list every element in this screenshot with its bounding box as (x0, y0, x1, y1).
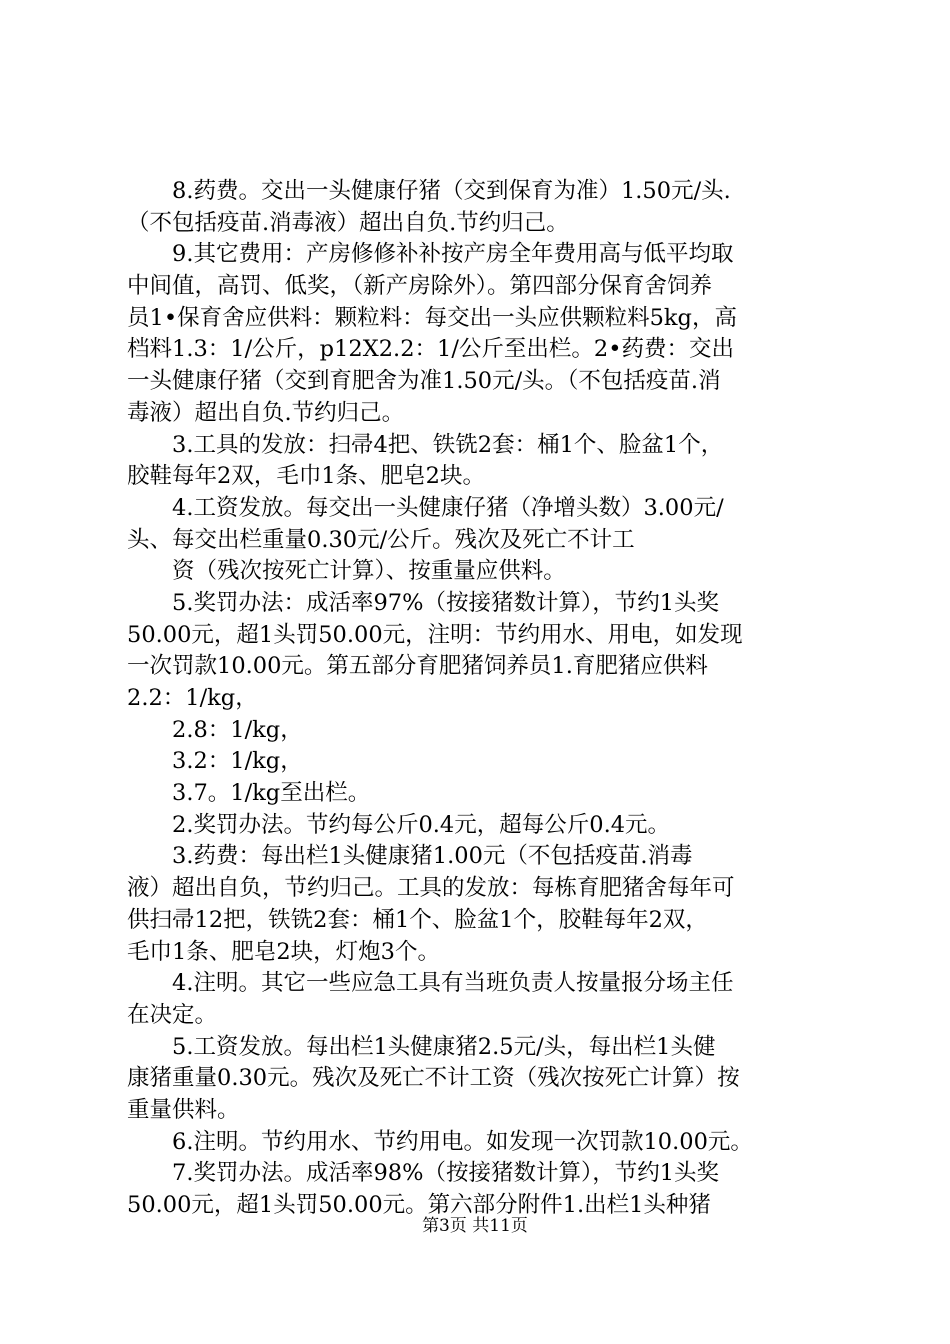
text-line: 员1•保育舍应供料：颗粒料：每交出一头应供颗粒料5kg，高 (127, 304, 737, 331)
text-line: 一次罚款10.00元。第五部分育肥猪饲养员1.育肥猪应供料 (127, 653, 708, 680)
text-line: 毒液）超出自负.节约归己。 (127, 399, 405, 426)
text-line: 50.00元，超1头罚50.00元，注明：节约用水、用电，如发现 (127, 621, 743, 648)
text-line: 3.工具的发放：扫帚4把、铁铣2套：桶1个、脸盆1个， (127, 431, 724, 458)
text-line: 毛巾1条、肥皂2块，灯炮3个。 (127, 938, 440, 965)
text-line: 资（残次按死亡计算）、按重量应供料。 (127, 558, 566, 585)
text-line: 7.奖罚办法。成活率98%（按接猪数计算），节约1头奖 (127, 1160, 720, 1187)
text-line: 2.8：1/kg， (127, 716, 303, 743)
text-line: 中间值，高罚、低奖，（新产房除外）。第四部分保育舍饲养 (127, 273, 713, 300)
text-line: 在决定。 (127, 1001, 218, 1028)
text-line: 胶鞋每年2双，毛巾1条、肥皂2块。 (127, 463, 485, 490)
text-line: 5.奖罚办法：成活率97%（按接猪数计算），节约1头奖 (127, 589, 720, 616)
text-line: 5.工资发放。每出栏1头健康猪2.5元/头，每出栏1头健 (127, 1033, 716, 1060)
text-line: 重量供料。 (127, 1096, 240, 1123)
text-line: 8.药费。交出一头健康仔猪（交到保育为准）1.50元/头. (127, 178, 731, 204)
text-line: 3.2：1/kg， (127, 748, 303, 775)
text-line: 供扫帚12把，铁铣2套：桶1个、脸盆1个，胶鞋每年2双， (127, 906, 708, 933)
text-line: 4.注明。其它一些应急工具有当班负责人按量报分场主任 (127, 970, 734, 997)
text-line: （不包括疫苗.消毒液）超出自负.节约归己。 (127, 209, 569, 236)
text-line: 一头健康仔猪（交到育肥舍为准1.50元/头。（不包括疫苗.消 (127, 368, 721, 395)
text-line: 档料1.3：1/公斤，p12X2.2：1/公斤至出栏。2•药费：交出 (127, 336, 734, 363)
text-line: 6.注明。节约用水、节约用电。如发现一次罚款10.00元。 (127, 1128, 753, 1155)
text-line: 头、每交出栏重量0.30元/公斤。残次及死亡不计工 (127, 526, 635, 553)
document-body (127, 176, 833, 1222)
text-line: 9.其它费用：产房修修补补按产房全年费用高与低平均取 (127, 241, 734, 268)
text-line: 2.奖罚办法。节约每公斤0.4元，超每公斤0.4元。 (127, 811, 671, 838)
text-line: 3.7。1/kg至出栏。 (127, 780, 371, 807)
text-line: 液）超出自负，节约归己。工具的发放：每栋育肥猪舍每年可 (127, 875, 735, 902)
text-line: 康猪重量0.30元。残次及死亡不计工资（残次按死亡计算）按 (127, 1065, 740, 1092)
text-line: 2.2：1/kg， (127, 685, 258, 711)
text-line: 50.00元，超1头罚50.00元。第六部分附件1.出栏1头种猪 (127, 1192, 711, 1218)
text-line: 4.工资发放。每交出一头健康仔猪（净增头数）3.00元/ (127, 494, 724, 521)
text-line: 3.药费：每出栏1头健康猪1.00元（不包括疫苗.消毒 (127, 843, 693, 870)
page-footer: 第3页 共11页 (422, 1216, 528, 1236)
